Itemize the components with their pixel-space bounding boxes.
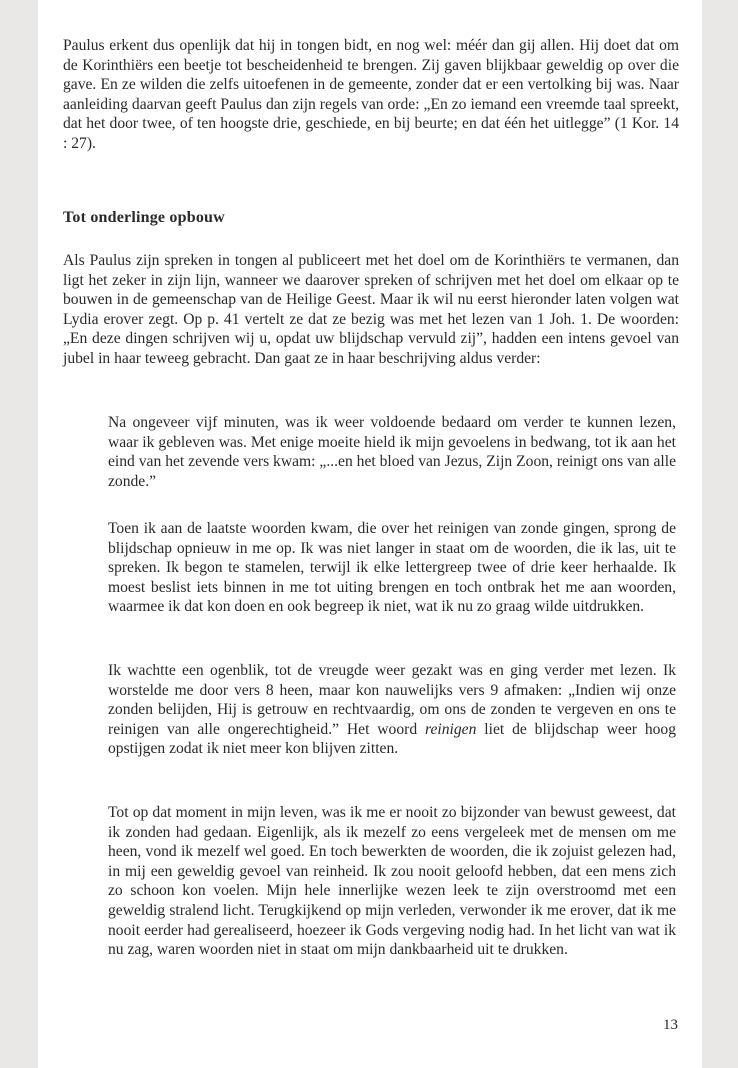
quote-paragraph-4: Tot op dat moment in mijn leven, was ik me er nooit zo bijzonder van bewust geweest, dat ik zonden had gedaan. Eigenlijk, als ik mezelf zo eens vergeleek met de mensen om me heen, vond ik mezelf wel goed. En toch bewerkten de woorden, die ik zojuist gelezen had, in mij een geweldig gevoel van reinheid. Ik zou nooit geloofd hebben, dat een mens zich zo schoon kon voelen. Mijn hele innerlijke wezen leek te zijn overstroomd met een geweldig stralend licht. Terugkijkend op mijn verleden, verwonder ik me erover, dat ik me nooit eerder had gerealiseerd, hoezeer ik Gods vergeving nodig had. In het licht van wat ik nu zag, waren woorden niet in staat om mijn dankbaarheid uit te drukken.: [108, 804, 676, 959]
page-number: 13: [663, 1017, 678, 1033]
quote-paragraph-3: [108, 661, 676, 759]
quote-paragraph-3-start: Ik wachtte een ogenblik, tot de vreugde weer gezakt was en ging verder met lezen. Ik worstelde me door vers 8 heen, maar kon nauwelijks vers 9 afmaken: „Indien wij onze zonden belijden, Hij is getrouw en rechtvaardig, om ons de zonden te vergeven en ons te reinigen van alle ongerechtigheid.” Het woord: [108, 662, 676, 738]
section-heading: Tot onderlinge opbouw: [63, 209, 225, 226]
main-paragraph: Als Paulus zijn spreken in tongen al publiceert met het doel om de Korinthiërs te vermanen, dan ligt het zeker in zijn lijn, wanneer we daarover spreken of schrijven met het doel om elkaar op te bouwen in de gemeenschap van de Heilige Geest. Maar ik wil nu eerst hieronder laten volgen wat Lydia erover zegt. Op p. 41 vertelt ze dat ze bezig was met het lezen van 1 Joh. 1. De woorden: „En deze dingen schrijven wij u, opdat uw blijdschap vervuld zij”, hadden een intens gevoel van jubel in haar teweeg gebracht. Dan gaat ze in haar beschrijving aldus verder:: [63, 252, 679, 367]
quote-paragraph-2: Toen ik aan de laatste woorden kwam, die over het reinigen van zonde gingen, sprong de blijdschap opnieuw in me op. Ik was niet langer in staat om de woorden, die ik las, uit te spreken. Ik begon te stamelen, terwijl ik elke lettergreep twee of drie keer herhaalde. Ik moest beslist iets binnen in me tot uiting brengen en toch ontbrak het me aan woorden, waarmee ik dat kon doen en ook begreep ik niet, wat ik nu zo graag wilde uitdrukken.: [108, 520, 676, 616]
quote-paragraph-3-block: [108, 661, 676, 759]
emphasized-word: reinigen: [425, 720, 477, 738]
quote-paragraph-4-block: [108, 803, 676, 960]
quote-paragraph-2-block: [108, 519, 676, 617]
intro-paragraph: Paulus erkent dus openlijk dat hij in tongen bidt, en nog wel: méér dan gij allen. Hij doet dat om de Korinthiërs een beetje tot bescheidenheid te brengen. Zij gaven blijkbaar geweldig op over die gave. En ze wilden die zelfs uitoefenen in de gemeente, zonder dat er een vertolking bij was. Naar aanleiding daarvan geeft Paulus dan zijn regels van orde: „En zo iemand een vreemde taal spreekt, dat het door twee, of ten hoogste drie, geschiede, en bij beurte; en dat één het uitlegge” (1 Kor. 14 : 27).: [63, 37, 679, 152]
intro-section: [63, 36, 679, 154]
quote-paragraph-3-end: liet de blijdschap weer hoog opstijgen zodat ik niet meer kon blijven zitten.: [108, 720, 677, 758]
quote-paragraph-1: Na ongeveer vijf minuten, was ik weer voldoende bedaard om verder te kunnen lezen, waar ik gebleven was. Met enige moeite hield ik mijn gevoelens in bedwang, tot ik aan het eind van het zevende vers kwam: „...en het bloed van Jezus, Zijn Zoon, reinigt ons van alle zonde.”: [108, 414, 676, 490]
quote-paragraph-1-block: [108, 413, 676, 491]
book-page: [38, 0, 702, 1068]
main-section: [63, 251, 679, 369]
